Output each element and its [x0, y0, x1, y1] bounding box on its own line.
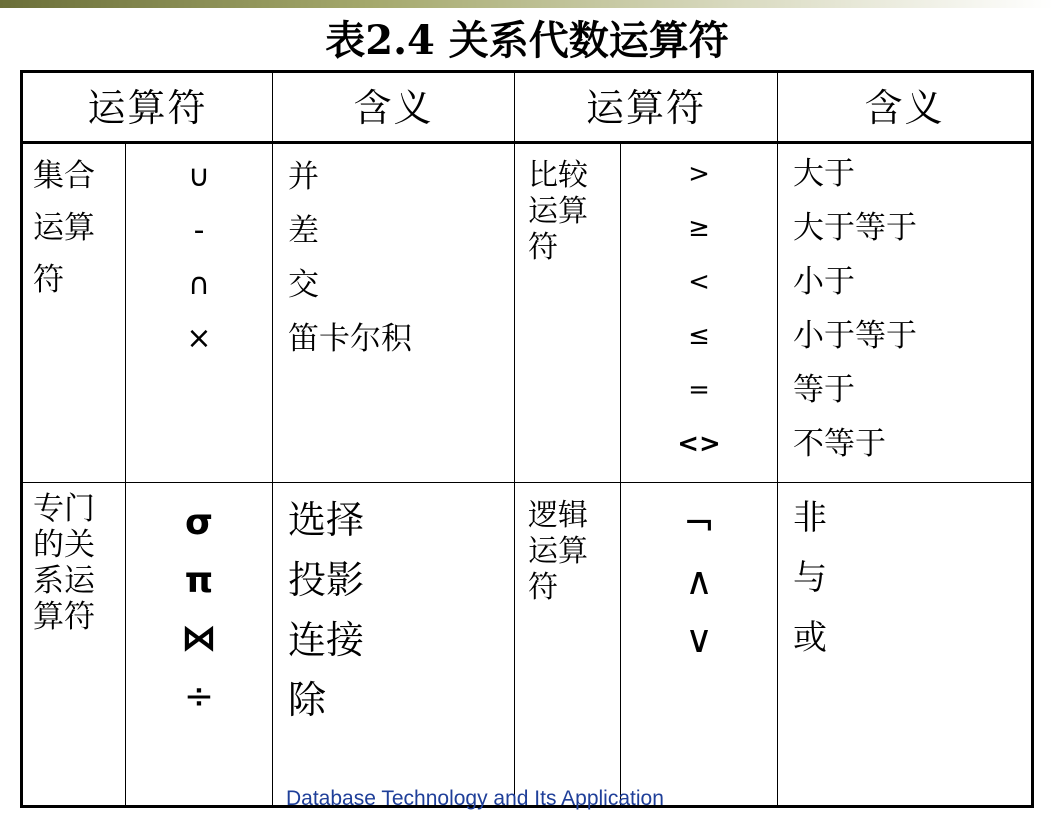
meaning-item: 等于 — [793, 372, 855, 408]
category-line: 的关 — [33, 527, 95, 563]
col-divider-2 — [514, 73, 515, 805]
special-ops-meanings — [288, 490, 364, 730]
special-ops-symbols — [126, 494, 272, 726]
logic-ops-meanings — [793, 488, 827, 668]
meaning-item: 连接 — [288, 618, 365, 662]
symbol-not-equal: <> — [677, 429, 721, 459]
col-divider-1 — [272, 73, 273, 805]
category-line: 专门 — [33, 491, 95, 527]
meaning-item: 大于等于 — [793, 210, 917, 246]
meaning-item: 或 — [793, 618, 827, 658]
symbol-difference: - — [193, 213, 205, 248]
symbol-division: ÷ — [183, 676, 215, 717]
category-line: 逻辑 — [528, 498, 588, 533]
meaning-item: 差 — [288, 213, 319, 249]
header-meaning-right: 含义 — [864, 86, 945, 130]
meaning-item: 小于等于 — [793, 318, 917, 354]
category-line: 符 — [33, 262, 64, 298]
category-line: 系运 — [33, 563, 95, 599]
meaning-item: 不等于 — [793, 426, 886, 462]
meaning-item: 小于 — [793, 264, 855, 300]
comparison-ops-category — [528, 158, 588, 266]
symbol-equal: = — [688, 375, 710, 405]
symbol-join: ⋈ — [181, 618, 217, 659]
row-separator — [20, 482, 1034, 483]
header-operator-left: 运算符 — [87, 86, 208, 130]
symbol-union: ∪ — [188, 159, 210, 194]
category-line: 符 — [528, 230, 558, 265]
col-divider-3 — [777, 73, 778, 805]
comparison-ops-symbols — [621, 147, 777, 471]
category-line: 运算 — [33, 210, 95, 246]
meaning-item: 投影 — [288, 558, 365, 602]
meaning-item: 与 — [793, 558, 827, 598]
header-operator-right: 运算符 — [585, 86, 706, 130]
set-ops-symbols — [126, 150, 272, 366]
meaning-item: 大于 — [793, 156, 855, 192]
footer-course-name: Database Technology and Its Application — [286, 787, 664, 810]
set-ops-category — [33, 150, 95, 306]
category-line: 比较 — [528, 158, 588, 193]
category-line: 算符 — [33, 599, 95, 635]
set-ops-meanings — [288, 150, 412, 366]
page-title: 表2.4 关系代数运算符 — [325, 17, 729, 64]
logic-ops-symbols — [621, 494, 777, 668]
logic-ops-category — [528, 498, 588, 606]
symbol-greater: > — [688, 159, 710, 189]
symbol-cartesian: × — [186, 321, 212, 356]
category-line: 符 — [528, 570, 558, 605]
category-line: 集合 — [33, 158, 95, 194]
special-ops-category — [33, 491, 95, 635]
meaning-item: 交 — [288, 267, 319, 303]
meaning-item: 非 — [793, 498, 827, 538]
meaning-item: 笛卡尔积 — [288, 321, 412, 357]
category-line: 运算 — [528, 194, 588, 229]
symbol-greater-equal: ≥ — [688, 213, 710, 243]
symbol-or: ∨ — [685, 617, 713, 661]
header-meaning-left: 含义 — [353, 86, 434, 130]
meaning-item: 除 — [288, 678, 327, 722]
category-line: 运算 — [528, 534, 588, 569]
symbol-less: < — [688, 267, 710, 297]
top-decorative-bar — [0, 0, 1054, 8]
symbol-less-equal: ≤ — [688, 321, 710, 351]
symbol-selection: σ — [184, 502, 214, 543]
meaning-item: 并 — [288, 159, 319, 195]
symbol-intersection: ∩ — [188, 267, 210, 302]
symbol-not: ¬ — [683, 501, 715, 545]
comparison-ops-meanings — [793, 147, 917, 471]
symbol-projection: π — [184, 560, 214, 601]
symbol-and: ∧ — [685, 559, 713, 603]
meaning-item: 选择 — [288, 498, 365, 542]
